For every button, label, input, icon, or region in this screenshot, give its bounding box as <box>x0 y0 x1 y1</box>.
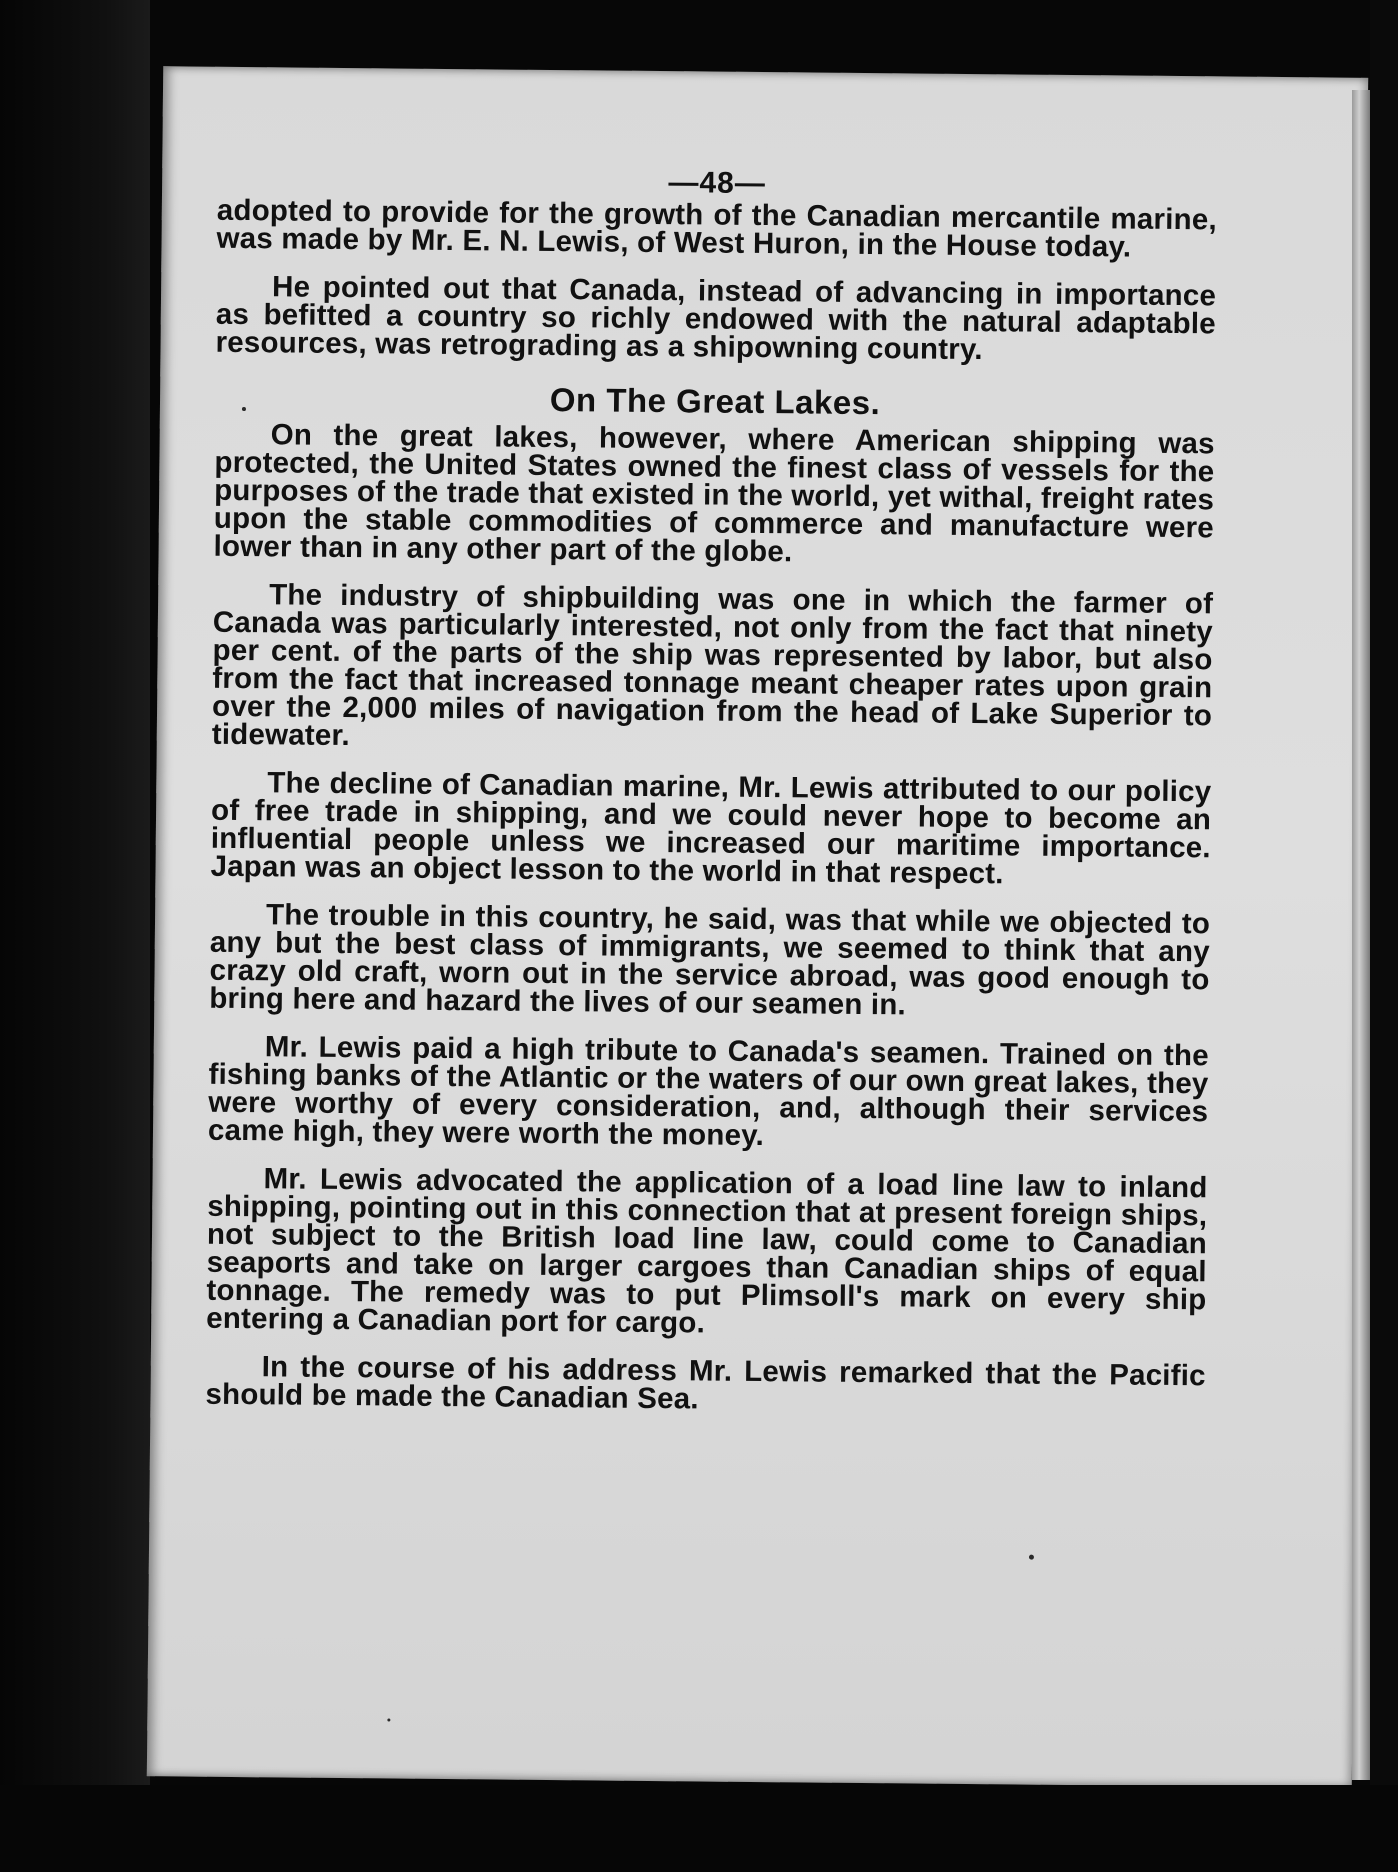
scan-bottom-border <box>0 1785 1398 1872</box>
paragraph-seamen-tribute: Mr. Lewis paid a high tribute to Canada's seamen. Trained on the fishing banks of the Atlantic or the waters of our own great lakes, they were worthy of every consideration, and, although their services came high, they were worth the money. <box>207 1030 1209 1153</box>
paragraph-trouble: The trouble in this country, he said, was that while we objected to any but the best class of immigrants, we seemed to think that any crazy old craft, worn out in the service abroad, was good enough to bring here and hazard the lives of our seamen in. <box>209 898 1211 1022</box>
paragraph-load-line-law: Mr. Lewis advocated the application of a load line law to inland shipping, pointing out in this connection that at present foreign ships, not subject to the British load line law, could come to Canadian seaports and take on larger cargoes than Canadian ships of equal tonnage. The remedy was to put Plimsoll's mark on every ship entering a Canadian port for cargo. <box>206 1162 1208 1340</box>
paragraph-shipbuilding: The industry of shipbuilding was one in which the farmer of Canada was particularly interested, not only from the fact that ninety per cent. of the parts of the ship was represented by labor, but also from the fact that increased tonnage meant cheaper rates upon grain over the 2,000 miles of navigation from the head of Lake Superior to tidewater. <box>211 578 1214 753</box>
scan-right-edge <box>1370 0 1398 1872</box>
scan-speck <box>242 407 246 411</box>
page-number: —48— <box>668 166 766 201</box>
scan-speck <box>387 1718 390 1721</box>
paragraph-great-lakes: On the great lakes, however, where American shipping was protected, the United States owned the finest class of vessels for the purposes of the trade that existed in the world, yet withal, freight rates upon the stable commodities of commerce and manufacture were lower than in any other part of the globe. <box>213 418 1215 569</box>
paragraph-canada-retrograding: He pointed out that Canada, instead of advancing in importance as befitted a country so richly endowed with the natural adaptable resources, was retrograding as a shipowning country. <box>215 270 1217 367</box>
paragraph-pacific: In the course of his address Mr. Lewis remarked that the Pacific should be made the Canadian Sea. <box>205 1350 1206 1416</box>
scan-left-border <box>0 0 150 1872</box>
scan-speck <box>1029 1555 1034 1560</box>
document-page <box>147 66 1368 1787</box>
paragraph-decline: The decline of Canadian marine, Mr. Lewis attributed to our policy of free trade in shipping, and we could never hope to become an influential people unless we increased our maritime importance. Japan was an object lesson to the world in that respect. <box>210 766 1212 891</box>
binding-fold <box>1352 90 1370 1780</box>
page-content <box>205 165 1217 1439</box>
section-heading: On The Great Lakes. <box>549 380 881 422</box>
paragraph-intro: adopted to provide for the growth of the Canadian mercantile marine, was made by Mr. E. N. Lewis, of West Huron, in the House today. <box>216 193 1217 264</box>
